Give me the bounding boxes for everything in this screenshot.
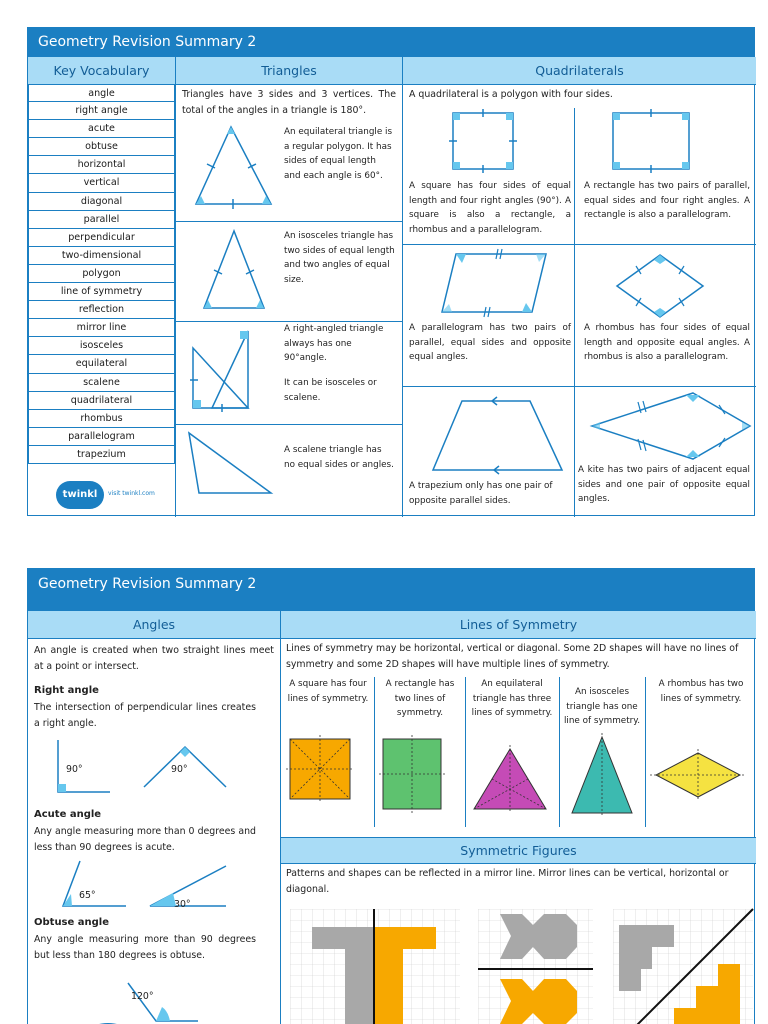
trapezium-icon <box>430 398 570 478</box>
acute-angle-label: 65° <box>79 890 96 901</box>
isosceles-text: An isosceles triangle has two sides of equal length and two angles of equal size. <box>284 231 395 285</box>
right-angle-text: The intersection of perpendicular lines creates a right angle. <box>34 702 256 729</box>
right-angle-title: Right angle <box>34 685 99 696</box>
triangles-intro: Triangles have 3 sides and 3 vertices. The total of the angles in a triangle is 180°. <box>182 89 396 116</box>
trapezium-text: A trapezium only has one pair of opposite parallel sides. <box>409 481 553 506</box>
right-angle-icon <box>48 737 118 797</box>
vocab-item: trapezium <box>28 446 175 464</box>
vocab-item: angle <box>28 84 175 102</box>
vocab-item: parallelogram <box>28 428 175 446</box>
header-triangles: Triangles <box>176 57 402 85</box>
vocab-item: parallel <box>28 211 175 229</box>
vocab-item: diagonal <box>28 193 175 211</box>
vocab-item: acute <box>28 120 175 138</box>
obtuse-angle-label: 120° <box>131 991 154 1002</box>
isosceles-triangle-icon <box>200 228 290 318</box>
symmetry-rectangle-text: A rectangle has two lines of symmetry. <box>385 679 455 718</box>
acute-angle-2-icon <box>146 863 256 911</box>
rectangle-icon <box>610 110 710 190</box>
vocab-item: mirror line <box>28 319 175 337</box>
figures-intro: Patterns and shapes can be reflected in a mirror line. Mirror lines can be vertical, horizontal or diagonal. <box>286 868 729 895</box>
header-quadrilaterals: Quadrilaterals <box>403 57 756 85</box>
symmetry-intro: Lines of symmetry may be horizontal, vertical or diagonal. Some 2D shapes will have no lines of symmetry and some 2D shapes will have multiple lines of symmetry. <box>286 643 739 670</box>
twinkl-url: visit twinkl.com <box>108 490 155 497</box>
mat-title: Geometry Revision Summary 2 <box>28 569 754 611</box>
vocab-item: isosceles <box>28 337 175 355</box>
right-angle-rotated-icon <box>140 741 260 791</box>
obtuse-angle-icon <box>58 969 198 1024</box>
header-angles: Angles <box>28 611 280 639</box>
mat-title: Geometry Revision Summary 2 <box>28 28 754 57</box>
symmetry-isosceles-icon <box>568 737 638 817</box>
angles-intro: An angle is created when two straight lines meet at a point or intersect. <box>34 645 274 672</box>
rectangle-text: A rectangle has two pairs of parallel, equal sides and four right angles. A rectangle is also a parallelogram. <box>584 181 750 220</box>
right-triangle-icon <box>190 328 285 418</box>
symmetry-square-icon <box>290 739 352 801</box>
symmetry-rhombus-text: A rhombus has two lines of symmetry. <box>658 679 744 704</box>
rhombus-icon <box>610 252 710 322</box>
vocab-item: obtuse <box>28 138 175 156</box>
twinkl-logo: twinkl <box>56 481 104 509</box>
rhombus-text: A rhombus has four sides of equal length and opposite equal angles. A rhombus is also a parallelogram. <box>584 323 750 362</box>
right-angled-text-2: It can be isosceles or scalene. <box>284 378 377 403</box>
symmetry-equilateral-icon <box>470 749 550 811</box>
symmetry-rhombus-icon <box>650 751 750 801</box>
vocab-item: rhombus <box>28 410 175 428</box>
parallelogram-text: A parallelogram has two pairs of parallel, equal sides and opposite equal angles. <box>409 323 571 362</box>
right-angle-label: 90° <box>66 764 83 775</box>
equilateral-text: An equilateral triangle is a regular polygon. It has sides of equal length and each angle is 60°. <box>284 127 393 181</box>
revision-mat-1 <box>27 27 755 516</box>
scalene-text: A scalene triangle has no equal sides or angles. <box>284 445 394 470</box>
acute-angle-icon <box>58 858 128 913</box>
mirror-horizontal-figure <box>478 909 593 1024</box>
vocab-item: polygon <box>28 265 175 283</box>
kite-text: A kite has two pairs of adjacent equal sides and one pair of opposite equal angles. <box>578 465 750 504</box>
vocab-item: horizontal <box>28 156 175 174</box>
mirror-diagonal-figure <box>613 909 753 1024</box>
symmetry-square-text: A square has four lines of symmetry. <box>287 679 369 704</box>
symmetry-equilateral-text: An equilateral triangle has three lines of symmetry. <box>471 679 553 718</box>
acute-angle-text: Any angle measuring more than 0 degrees and less than 90 degrees is acute. <box>34 826 256 853</box>
vocab-item: two-dimensional <box>28 247 175 265</box>
vocab-item: quadrilateral <box>28 392 175 410</box>
header-key-vocabulary: Key Vocabulary <box>28 57 175 85</box>
symmetry-isosceles-text: An isosceles triangle has one line of symmetry. <box>563 687 641 726</box>
scalene-triangle-icon <box>186 430 286 500</box>
quadrilaterals-intro: A quadrilateral is a polygon with four sides. <box>409 89 613 100</box>
square-text: A square has four sides of equal length and four right angles (90°). A square is also a rectangle, a rhombus and a parallelogram. <box>409 181 571 235</box>
kite-icon <box>588 390 758 470</box>
vocab-item: line of symmetry <box>28 283 175 301</box>
obtuse-angle-title: Obtuse angle <box>34 917 110 928</box>
vocab-item: equilateral <box>28 355 175 373</box>
vocab-item: vertical <box>28 174 175 192</box>
acute-angle-title: Acute angle <box>34 809 102 820</box>
revision-mat-2 <box>27 568 755 1024</box>
parallelogram-icon <box>438 250 568 320</box>
mirror-vertical-figure <box>290 909 460 1024</box>
header-lines-of-symmetry: Lines of Symmetry <box>281 611 756 639</box>
vocab-item: scalene <box>28 374 175 392</box>
header-symmetric-figures: Symmetric Figures <box>281 837 756 864</box>
vocab-item: perpendicular <box>28 229 175 247</box>
acute-angle-label-2: 30° <box>174 899 191 910</box>
vocab-item: right angle <box>28 102 175 120</box>
vocab-item: reflection <box>28 301 175 319</box>
symmetry-rectangle-icon <box>381 739 451 809</box>
right-angle-label-2: 90° <box>171 764 188 775</box>
right-angled-text: A right-angled triangle always has one 90°angle. <box>284 324 384 363</box>
obtuse-angle-text: Any angle measuring more than 90 degrees but less than 180 degrees is obtuse. <box>34 934 256 961</box>
square-icon <box>440 110 540 190</box>
vocabulary-list <box>28 84 175 464</box>
